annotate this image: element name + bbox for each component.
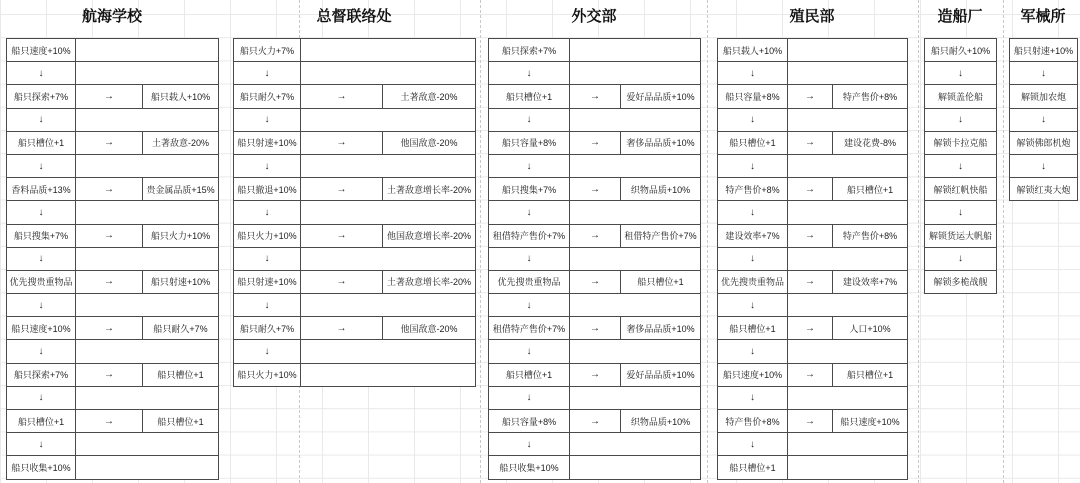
dept-title-governor-office: 总督联络处 [316,8,392,25]
tree-row [7,85,219,108]
blank-cell [788,294,908,317]
tree-row [489,85,701,108]
tree-row [7,433,219,456]
tree-row [234,85,476,108]
tree-row [718,433,908,456]
down-arrow-icon: ↓ [234,340,301,363]
tree-row [234,340,476,363]
tree-row [1010,154,1078,177]
down-arrow-icon: ↓ [718,433,788,456]
tech-node-branch: 人口+10% [833,317,908,340]
tech-node-branch: 船只耐久+7% [143,317,219,340]
tech-node-branch: 船只火力+10% [143,224,219,247]
right-arrow-icon: → [76,270,143,293]
blank-cell [76,247,219,270]
tech-node-main: 优先搜贵重物品 [489,270,570,293]
down-arrow-icon: ↓ [7,386,76,409]
tree-row [1010,131,1078,154]
tech-node-branch: 船只槽位+1 [833,178,908,201]
tech-node-main: 船只槽位+1 [489,363,570,386]
down-arrow-icon: ↓ [7,340,76,363]
tech-node-branch: 他国敌意增长率-20% [383,224,476,247]
tech-node-main: 船只火力+7% [234,39,301,62]
blank-cell [788,247,908,270]
tech-tree-governor-office [233,38,476,387]
tech-node-branch: 船只槽位+1 [143,363,219,386]
tree-row [925,39,997,62]
tree-row [489,131,701,154]
tree-row [1010,85,1078,108]
blank-cell [76,62,219,85]
blank-cell [76,294,219,317]
tree-row [7,270,219,293]
down-arrow-icon: ↓ [1010,62,1078,85]
tree-row [234,317,476,340]
tech-node: 解锁佛郎机炮 [1010,131,1078,154]
tech-node-main: 船只探索+7% [489,39,570,62]
blank-cell [301,340,476,363]
tree-row [925,62,997,85]
blank-cell [76,433,219,456]
tech-node-branch: 他国敌意-20% [383,131,476,154]
tech-node-main: 船只探索+7% [7,85,76,108]
right-arrow-icon: → [76,410,143,433]
tech-node-branch: 船只射速+10% [143,270,219,293]
tech-node-branch: 土著敌意-20% [143,131,219,154]
right-arrow-icon: → [570,85,621,108]
tech-tree-shipyard [924,38,997,294]
tree-row [489,108,701,131]
blank-cell [788,39,908,62]
tech-tree-navigation-school [6,38,219,480]
blank-cell [570,108,701,131]
tech-node-main: 船只容量+8% [489,410,570,433]
tech-node-main: 船只射速+10% [234,131,301,154]
tech-node-branch: 贵金属品质+15% [143,178,219,201]
down-arrow-icon: ↓ [489,201,570,224]
tree-row [234,270,476,293]
blank-cell [76,386,219,409]
tech-node-main: 船只容量+8% [489,131,570,154]
tree-row [718,131,908,154]
tech-node-main: 船只槽位+1 [489,85,570,108]
right-arrow-icon: → [788,131,833,154]
tech-node-main: 租借特产售价+7% [489,224,570,247]
blank-cell [301,363,476,386]
tech-node-main: 船只速度+10% [718,363,788,386]
tree-row [7,201,219,224]
tech-node-branch: 船只槽位+1 [143,410,219,433]
tree-row [925,224,997,247]
tech-node-branch: 爱好品品质+10% [621,85,701,108]
tree-row [925,108,997,131]
blank-cell [788,108,908,131]
tree-row [234,39,476,62]
right-arrow-icon: → [570,224,621,247]
blank-cell [301,294,476,317]
tech-node-branch: 织物品质+10% [621,410,701,433]
tech-node-main: 船只收集+10% [7,456,76,479]
tree-row [718,178,908,201]
tech-node-main: 船只耐久+7% [234,317,301,340]
right-arrow-icon: → [788,410,833,433]
down-arrow-icon: ↓ [718,247,788,270]
tech-node-main: 香料品质+13% [7,178,76,201]
tree-row [234,294,476,317]
blank-cell [76,108,219,131]
tech-node-branch: 船只速度+10% [833,410,908,433]
tree-row [7,317,219,340]
tree-row [718,270,908,293]
down-arrow-icon: ↓ [7,294,76,317]
tree-row [925,270,997,293]
tree-row [718,154,908,177]
tech-node-branch: 船只槽位+1 [833,363,908,386]
tech-node-main: 优先搜贵重物品 [7,270,76,293]
tech-node-branch: 土著敌意-20% [383,85,476,108]
tree-row [1010,178,1078,201]
down-arrow-icon: ↓ [234,247,301,270]
right-arrow-icon: → [301,224,383,247]
tree-row [234,363,476,386]
tree-row [7,386,219,409]
tech-node-main: 船只火力+10% [234,363,301,386]
tech-node-branch: 特产售价+8% [833,224,908,247]
dept-title-navigation-school: 航海学校 [81,8,142,25]
tech-node-main: 特产售价+8% [718,178,788,201]
blank-cell [788,62,908,85]
blank-cell [76,456,219,479]
right-arrow-icon: → [76,131,143,154]
tree-row [7,224,219,247]
tree-row [7,294,219,317]
tree-row [7,131,219,154]
down-arrow-icon: ↓ [489,108,570,131]
down-arrow-icon: ↓ [718,386,788,409]
tree-row [489,340,701,363]
down-arrow-icon: ↓ [234,201,301,224]
blank-cell [570,386,701,409]
tech-node: 解锁货运大帆船 [925,224,997,247]
tree-row [925,85,997,108]
tech-node-branch: 船只载人+10% [143,85,219,108]
blank-cell [570,340,701,363]
blank-cell [76,340,219,363]
right-arrow-icon: → [788,178,833,201]
tech-node-main: 船只槽位+1 [7,410,76,433]
blank-cell [570,154,701,177]
blank-cell [301,62,476,85]
tree-row [718,317,908,340]
blank-cell [788,154,908,177]
tree-row [234,108,476,131]
tree-row [489,39,701,62]
down-arrow-icon: ↓ [925,247,997,270]
tech-node-main: 船只速度+10% [7,317,76,340]
right-arrow-icon: → [788,270,833,293]
tree-row [489,154,701,177]
blank-cell [301,201,476,224]
tree-row [7,154,219,177]
down-arrow-icon: ↓ [1010,108,1078,131]
tree-row [7,456,219,479]
down-arrow-icon: ↓ [7,108,76,131]
right-arrow-icon: → [301,270,383,293]
tech-tree-foreign-ministry [488,38,701,480]
tech-node-branch: 奢侈品品质+10% [621,317,701,340]
tree-row [1010,39,1078,62]
dept-title-foreign-ministry: 外交部 [571,8,617,25]
tech-node: 解锁红帆快船 [925,178,997,201]
tree-row [489,433,701,456]
tech-node-branch: 土著敌意增长率-20% [383,178,476,201]
right-arrow-icon: → [788,224,833,247]
right-arrow-icon: → [76,363,143,386]
down-arrow-icon: ↓ [718,340,788,363]
down-arrow-icon: ↓ [234,62,301,85]
down-arrow-icon: ↓ [7,154,76,177]
blank-cell [570,39,701,62]
blank-cell [788,456,908,479]
right-arrow-icon: → [76,178,143,201]
tree-row [718,62,908,85]
tech-node-branch: 织物品质+10% [621,178,701,201]
down-arrow-icon: ↓ [234,108,301,131]
right-arrow-icon: → [788,363,833,386]
right-arrow-icon: → [788,317,833,340]
right-arrow-icon: → [570,270,621,293]
down-arrow-icon: ↓ [718,201,788,224]
tree-row [489,410,701,433]
tree-row [7,363,219,386]
blank-cell [788,386,908,409]
blank-cell [301,154,476,177]
down-arrow-icon: ↓ [925,201,997,224]
right-arrow-icon: → [570,178,621,201]
tree-row [1010,108,1078,131]
right-arrow-icon: → [76,85,143,108]
tree-row [718,410,908,433]
tech-node: 解锁盖伦船 [925,85,997,108]
tree-row [7,178,219,201]
blank-cell [788,340,908,363]
tech-node: 解锁红夷大炮 [1010,178,1078,201]
right-arrow-icon: → [301,178,383,201]
tech-node-main: 船只槽位+1 [718,317,788,340]
blank-cell [788,433,908,456]
tree-row [489,270,701,293]
blank-cell [570,433,701,456]
tech-node-main: 特产售价+8% [718,410,788,433]
tech-node-main: 优先搜贵重物品 [718,270,788,293]
down-arrow-icon: ↓ [489,433,570,456]
tech-node-main: 船只收集+10% [489,456,570,479]
tree-row [718,201,908,224]
right-arrow-icon: → [570,317,621,340]
tech-tree-arsenal [1009,38,1078,201]
blank-cell [76,154,219,177]
down-arrow-icon: ↓ [489,247,570,270]
down-arrow-icon: ↓ [718,108,788,131]
blank-cell [76,201,219,224]
down-arrow-icon: ↓ [925,108,997,131]
tech-node-main: 船只搜集+7% [7,224,76,247]
tech-node-main: 船只槽位+1 [7,131,76,154]
tree-row [234,154,476,177]
tree-row [718,340,908,363]
tree-row [489,386,701,409]
tech-node-main: 船只探索+7% [7,363,76,386]
tree-row [7,108,219,131]
dept-title-shipyard: 造船厂 [937,8,983,25]
tree-row [7,39,219,62]
tree-row [489,247,701,270]
down-arrow-icon: ↓ [718,154,788,177]
tech-node: 解锁多桅战舰 [925,270,997,293]
tree-row [489,363,701,386]
tech-node-main: 船只射速+10% [234,270,301,293]
blank-cell [301,39,476,62]
down-arrow-icon: ↓ [7,247,76,270]
blank-cell [570,201,701,224]
blank-cell [301,108,476,131]
tree-row [7,410,219,433]
tech-node-branch: 土著敌意增长率-20% [383,270,476,293]
right-arrow-icon: → [301,131,383,154]
tree-row [925,131,997,154]
tech-node-branch: 爱好品品质+10% [621,363,701,386]
tech-node: 解锁卡拉克船 [925,131,997,154]
right-arrow-icon: → [570,410,621,433]
tree-row [718,386,908,409]
tree-row [489,201,701,224]
tree-row [1010,62,1078,85]
down-arrow-icon: ↓ [234,154,301,177]
down-arrow-icon: ↓ [718,294,788,317]
tech-node-main: 船只槽位+1 [718,456,788,479]
tech-node-branch: 建设花费-8% [833,131,908,154]
right-arrow-icon: → [76,224,143,247]
tech-node-branch: 奢侈品品质+10% [621,131,701,154]
tree-row [925,247,997,270]
right-arrow-icon: → [570,363,621,386]
tree-row [7,247,219,270]
tech-node-main: 船只速度+10% [7,39,76,62]
tree-row [7,62,219,85]
blank-cell [570,62,701,85]
tech-node-main: 船只火力+10% [234,224,301,247]
right-arrow-icon: → [570,131,621,154]
blank-cell [76,39,219,62]
dept-title-colonial-ministry: 殖民部 [789,8,835,25]
tree-row [489,62,701,85]
down-arrow-icon: ↓ [718,62,788,85]
down-arrow-icon: ↓ [489,294,570,317]
blank-cell [570,294,701,317]
tech-node-main: 船只槽位+1 [718,131,788,154]
tree-row [718,294,908,317]
right-arrow-icon: → [76,317,143,340]
tech-node: 船只耐久+10% [925,39,997,62]
tech-node-branch: 租借特产售价+7% [621,224,701,247]
right-arrow-icon: → [788,85,833,108]
blank-cell [570,247,701,270]
down-arrow-icon: ↓ [7,433,76,456]
down-arrow-icon: ↓ [489,386,570,409]
tree-row [925,201,997,224]
tree-row [489,178,701,201]
down-arrow-icon: ↓ [925,154,997,177]
tech-node-branch: 建设效率+7% [833,270,908,293]
down-arrow-icon: ↓ [234,294,301,317]
tech-node-main: 船只容量+8% [718,85,788,108]
tree-row [234,224,476,247]
tree-row [718,224,908,247]
down-arrow-icon: ↓ [489,62,570,85]
tree-row [718,363,908,386]
tree-row [925,178,997,201]
blank-cell [570,456,701,479]
tree-row [234,62,476,85]
down-arrow-icon: ↓ [7,201,76,224]
tree-row [234,201,476,224]
down-arrow-icon: ↓ [1010,154,1078,177]
tech-node: 解锁加农炮 [1010,85,1078,108]
tree-row [234,247,476,270]
tree-row [718,85,908,108]
right-arrow-icon: → [301,85,383,108]
tech-node-main: 船只耐久+7% [234,85,301,108]
tree-row [234,131,476,154]
tree-row [489,224,701,247]
tech-node-branch: 他国敌意-20% [383,317,476,340]
tree-row [718,456,908,479]
down-arrow-icon: ↓ [489,340,570,363]
tech-node-main: 建设效率+7% [718,224,788,247]
tree-row [234,178,476,201]
down-arrow-icon: ↓ [925,62,997,85]
right-arrow-icon: → [301,317,383,340]
tech-node-main: 船只搜集+7% [489,178,570,201]
tree-row [925,154,997,177]
tree-row [489,317,701,340]
tree-row [718,108,908,131]
tree-row [718,39,908,62]
tech-node-branch: 特产售价+8% [833,85,908,108]
tree-row [718,247,908,270]
down-arrow-icon: ↓ [7,62,76,85]
down-arrow-icon: ↓ [489,154,570,177]
dept-title-arsenal: 军械所 [1020,8,1066,25]
tech-node-main: 租借特产售价+7% [489,317,570,340]
tech-node-branch: 船只槽位+1 [621,270,701,293]
tree-row [489,456,701,479]
blank-cell [788,201,908,224]
tech-node-main: 船只撤退+10% [234,178,301,201]
tech-node: 船只射速+10% [1010,39,1078,62]
blank-cell [301,247,476,270]
tree-row [489,294,701,317]
tech-node-main: 船只载人+10% [718,39,788,62]
tree-row [7,340,219,363]
tech-tree-colonial-ministry [717,38,908,480]
